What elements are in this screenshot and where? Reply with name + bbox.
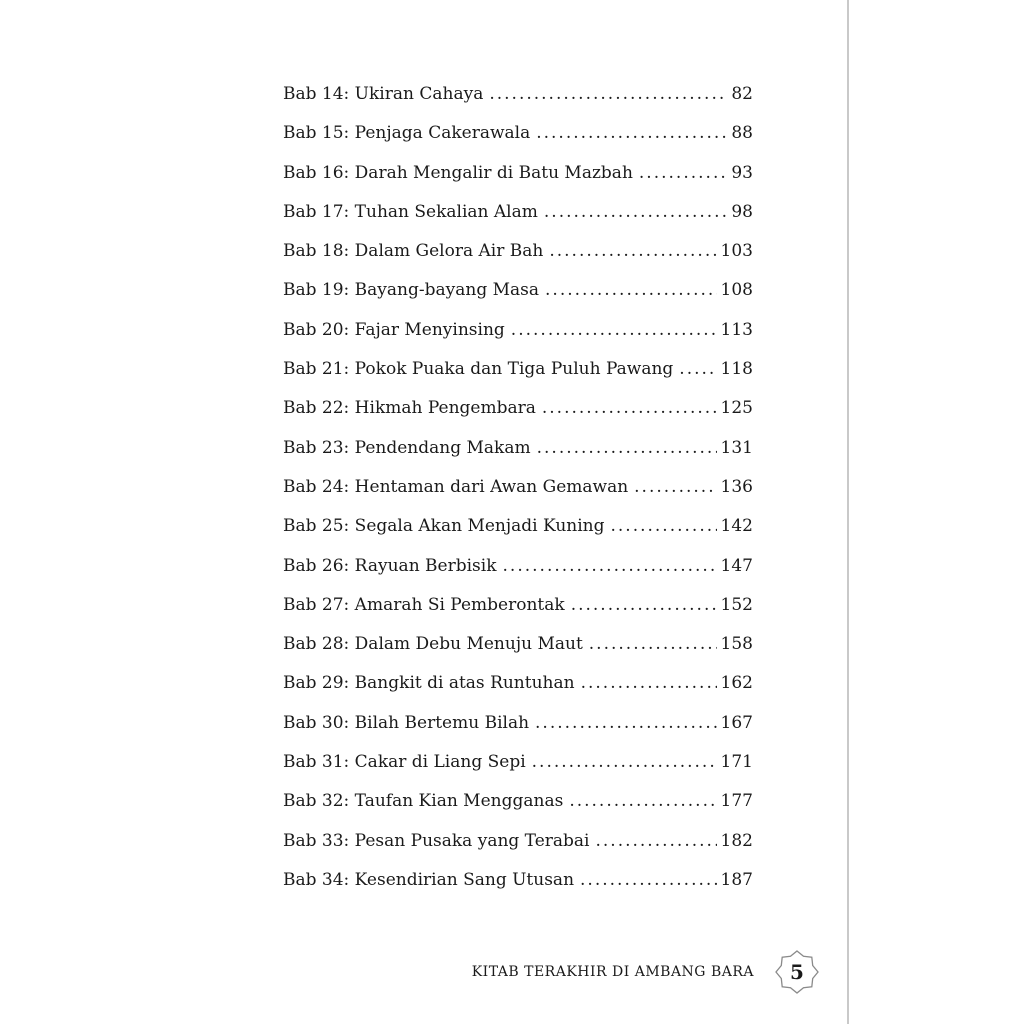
toc-entry (283, 791, 753, 830)
chapter-title: Bab 23: Pendendang Makam (283, 437, 531, 458)
chapter-title: Bab 33: Pesan Pusaka yang Terabai (283, 830, 590, 851)
dot-leader (545, 280, 717, 300)
toc-entry (283, 595, 753, 634)
chapter-page-number: 182 (720, 830, 753, 851)
chapter-page-number: 142 (720, 516, 753, 537)
toc-entry (283, 477, 753, 516)
dot-leader (571, 595, 717, 615)
chapter-page-number: 147 (720, 555, 753, 576)
dot-leader (544, 202, 727, 222)
dot-leader (634, 477, 716, 497)
chapter-title: Bab 30: Bilah Bertemu Bilah (283, 712, 530, 733)
dot-leader (535, 713, 717, 733)
dot-leader (610, 516, 716, 536)
toc-entry (283, 713, 753, 752)
dot-leader (503, 556, 717, 576)
chapter-title: Bab 28: Dalam Debu Menuju Maut (283, 634, 583, 655)
toc-entry (283, 202, 753, 241)
table-of-contents (283, 84, 753, 909)
toc-entry (283, 831, 753, 870)
toc-entry (283, 280, 753, 319)
dot-leader (542, 398, 717, 418)
dot-leader (595, 831, 716, 851)
chapter-page-number: 152 (720, 594, 753, 615)
chapter-page-number: 98 (731, 201, 753, 222)
chapter-page-number: 108 (720, 280, 753, 301)
chapter-page-number: 88 (731, 123, 753, 144)
toc-entry (283, 398, 753, 437)
chapter-title: Bab 25: Segala Akan Menjadi Kuning (283, 516, 605, 537)
toc-entry (283, 634, 753, 673)
toc-entry (283, 320, 753, 359)
toc-entry (283, 516, 753, 555)
dot-leader (511, 320, 717, 340)
toc-entry (283, 163, 753, 202)
chapter-title: Bab 32: Taufan Kian Mengganas (283, 791, 564, 812)
chapter-page-number: 82 (731, 84, 753, 104)
dot-leader (537, 438, 717, 458)
chapter-page-number: 103 (720, 241, 753, 262)
toc-entry (283, 870, 753, 909)
page-edge-divider (847, 0, 849, 1024)
chapter-title: Bab 34: Kesendirian Sang Utusan (283, 869, 575, 890)
dot-leader (679, 359, 716, 379)
chapter-title: Bab 26: Rayuan Berbisik (283, 555, 497, 576)
chapter-title: Bab 20: Fajar Menyinsing (283, 319, 505, 340)
chapter-title: Bab 14: Ukiran Cahaya (283, 84, 484, 104)
chapter-page-number: 162 (720, 673, 753, 694)
toc-entry (283, 438, 753, 477)
chapter-title: Bab 24: Hentaman dari Awan Gemawan (283, 476, 629, 497)
chapter-title: Bab 27: Amarah Si Pemberontak (283, 594, 565, 615)
chapter-page-number: 187 (720, 869, 753, 890)
chapter-page-number: 131 (720, 437, 753, 458)
chapter-title: Bab 19: Bayang-bayang Masa (283, 280, 540, 301)
chapter-title: Bab 31: Cakar di Liang Sepi (283, 752, 526, 773)
chapter-title: Bab 18: Dalam Gelora Air Bah (283, 241, 544, 262)
chapter-title: Bab 15: Penjaga Cakerawala (283, 123, 531, 144)
chapter-page-number: 93 (731, 162, 753, 183)
running-footer (440, 952, 820, 992)
chapter-page-number: 136 (720, 476, 753, 497)
dot-leader (532, 752, 717, 772)
chapter-title: Bab 29: Bangkit di atas Runtuhan (283, 673, 575, 694)
chapter-page-number: 167 (720, 712, 753, 733)
dot-leader (589, 634, 717, 654)
chapter-page-number: 177 (720, 791, 753, 812)
chapter-page-number: 158 (720, 634, 753, 655)
chapter-title: Bab 21: Pokok Puaka dan Tiga Puluh Pawang (283, 359, 674, 380)
page-number: 5 (790, 960, 804, 984)
dot-leader (580, 870, 717, 890)
toc-entry (283, 556, 753, 595)
chapter-title: Bab 16: Darah Mengalir di Batu Mazbah (283, 162, 633, 183)
chapter-title: Bab 22: Hikmah Pengembara (283, 398, 536, 419)
toc-entry (283, 84, 753, 123)
dot-leader (489, 84, 727, 104)
chapter-page-number: 125 (720, 398, 753, 419)
book-title: KITAB TERAKHIR DI AMBANG BARA (471, 964, 754, 980)
toc-entry (283, 123, 753, 162)
chapter-page-number: 113 (720, 319, 753, 340)
chapter-page-number: 171 (720, 752, 753, 773)
dot-leader (536, 123, 727, 143)
dot-leader (581, 673, 717, 693)
chapter-page-number: 118 (720, 359, 753, 380)
toc-entry (283, 752, 753, 791)
dot-leader (639, 163, 727, 183)
dot-leader (569, 791, 716, 811)
toc-entry (283, 241, 753, 280)
page-number-badge (774, 949, 820, 995)
chapter-title: Bab 17: Tuhan Sekalian Alam (283, 201, 538, 222)
dot-leader (549, 241, 716, 261)
toc-entry (283, 359, 753, 398)
toc-entry (283, 673, 753, 712)
